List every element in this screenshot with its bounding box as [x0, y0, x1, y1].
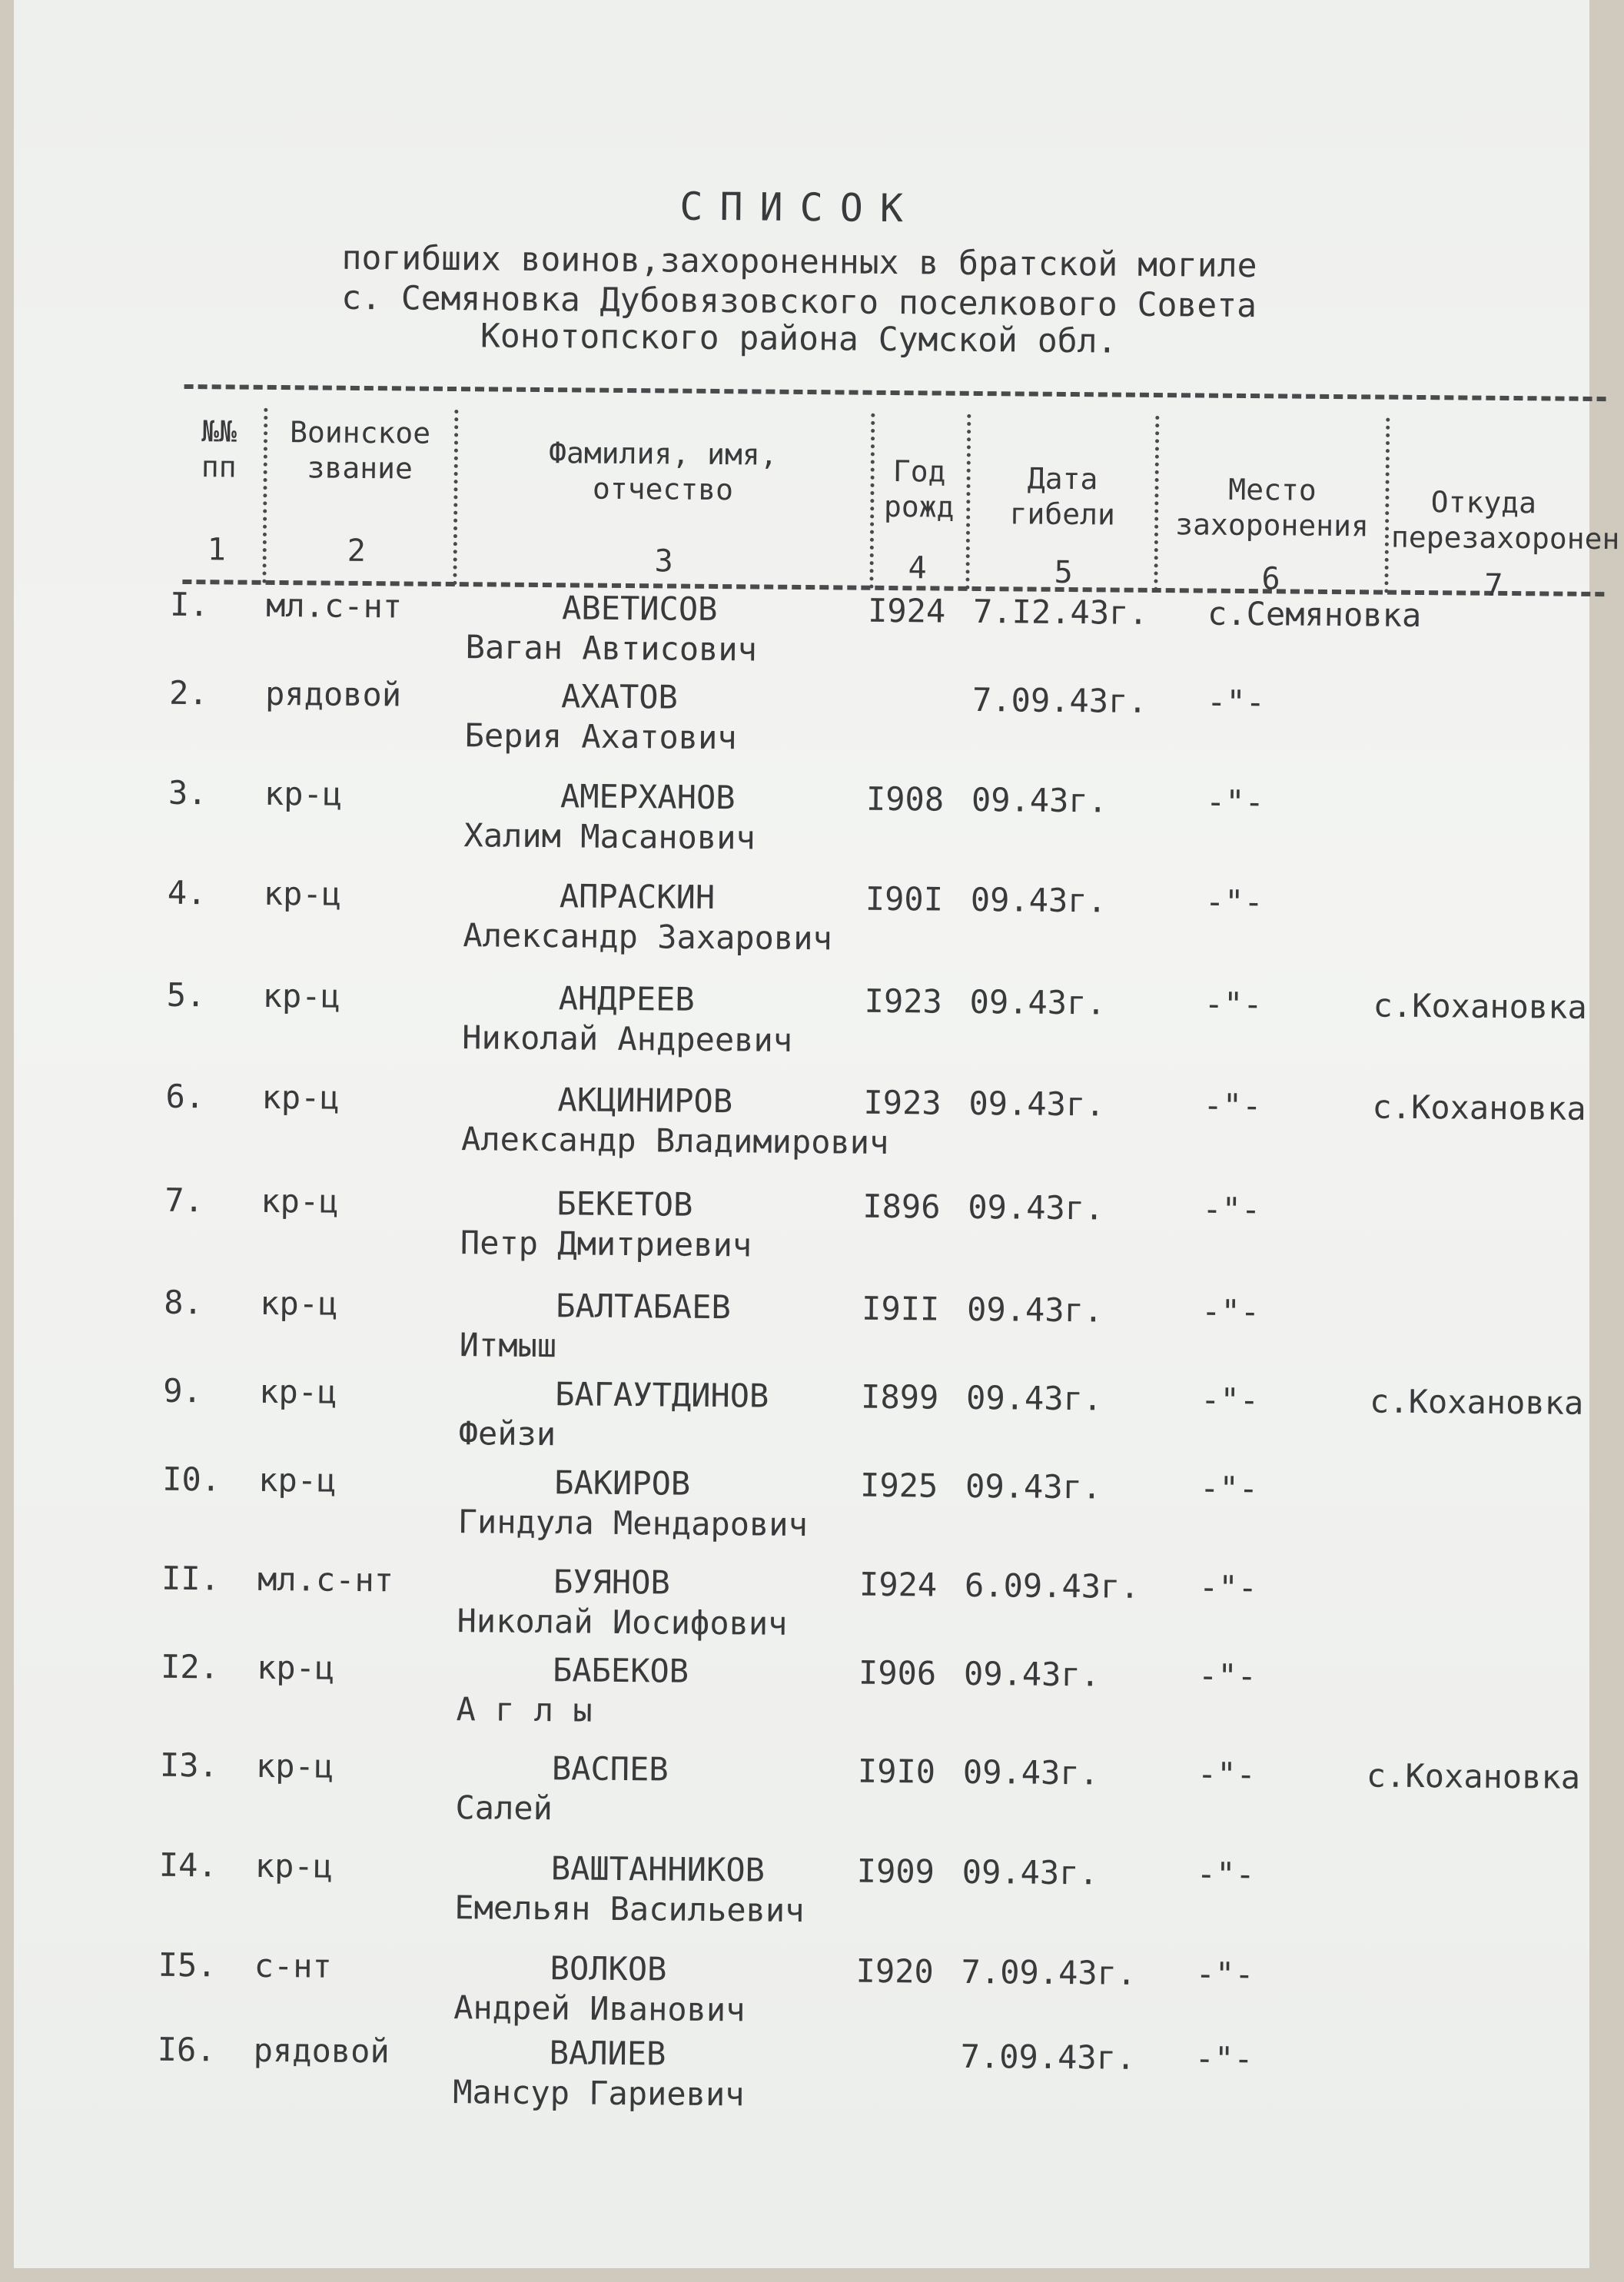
row-burial-place: -"-: [1199, 1469, 1259, 1508]
row-surname: ВАСПЕВ: [551, 1749, 669, 1789]
row-death-date: 09.43г.: [966, 1290, 1104, 1330]
row-burial-place: -"-: [1200, 1380, 1260, 1420]
row-number: II.: [161, 1559, 221, 1598]
row-burial-place: -"-: [1204, 882, 1264, 922]
row-burial-place: -"-: [1194, 2039, 1254, 2078]
row-given-name: Петр Дмитриевич: [460, 1224, 752, 1264]
row-given-name: Николай Андреевич: [462, 1018, 793, 1059]
row-rank: кр-ц: [254, 1846, 334, 1885]
row-reburied-from: с.Кохановка: [1372, 1088, 1586, 1128]
header-name: Фамилия, имя, отчество: [548, 436, 778, 507]
row-surname: ВОЛКОВ: [550, 1949, 667, 1988]
row-burial-place: -"-: [1206, 683, 1266, 722]
row-number: I4.: [158, 1845, 218, 1885]
table-row: [5, 975, 1588, 1081]
row-given-name: А г л ы: [456, 1690, 593, 1729]
column-number: 5: [1054, 554, 1073, 591]
row-surname: БАКИРОВ: [553, 1463, 691, 1503]
subtitle-line-2: с. Семяновка Дубовязовского поселкового Совета: [340, 278, 1257, 326]
column-number: 2: [347, 533, 367, 570]
row-given-name: Андрей Иванович: [453, 1988, 746, 2029]
column-divider: [262, 408, 267, 583]
column-divider: [869, 414, 875, 589]
row-rank: кр-ц: [263, 874, 342, 913]
row-rank: кр-ц: [257, 1460, 337, 1500]
table-row: [0, 1646, 1575, 1752]
row-given-name: Александр Захарович: [463, 916, 833, 958]
row-death-date: 09.43г.: [970, 880, 1108, 920]
row-reburied-from: с.Кохановка: [1373, 986, 1588, 1026]
document-title: СПИСОК: [679, 184, 921, 231]
row-burial-place: -"-: [1197, 1755, 1256, 1794]
row-burial-place: -"-: [1201, 1292, 1260, 1331]
row-surname: БАБЕКОВ: [552, 1651, 689, 1690]
row-birth-year: I90I: [865, 879, 944, 918]
row-surname: АПРАСКИН: [559, 877, 716, 917]
row-surname: АКЦИНИРОВ: [557, 1081, 733, 1121]
row-burial-place: -"-: [1202, 1190, 1261, 1229]
row-death-date: 7.I2.43г.: [972, 592, 1148, 632]
row-birth-year: I924: [858, 1565, 938, 1604]
table-top-rule: [184, 384, 1606, 401]
row-burial-place: -"-: [1195, 1955, 1254, 1994]
row-surname: АМЕРХАНОВ: [560, 777, 736, 817]
header-year: Год рожд: [883, 454, 955, 524]
row-death-date: 7.09.43г.: [960, 2037, 1136, 2077]
row-death-date: 7.09.43г.: [971, 680, 1147, 720]
column-number: 1: [207, 532, 227, 568]
column-number: 7: [1484, 567, 1503, 603]
row-reburied-from: с.Кохановка: [1366, 1756, 1581, 1796]
paper-sheet: [14, 0, 1620, 2268]
table-row: [0, 1845, 1573, 1951]
row-surname: ВАШТАННИКОВ: [550, 1849, 766, 1889]
column-divider: [453, 410, 458, 585]
row-birth-year: I909: [856, 1852, 935, 1891]
row-death-date: 09.43г.: [971, 780, 1108, 820]
row-surname: АВЕТИСОВ: [561, 589, 718, 629]
row-burial-place: -"-: [1203, 1086, 1262, 1125]
row-number: I2.: [160, 1647, 220, 1686]
row-birth-year: I925: [859, 1466, 938, 1505]
row-given-name: Емельян Васильевич: [454, 1888, 805, 1930]
row-number: 3.: [168, 773, 208, 812]
row-death-date: 6.09.43г.: [964, 1566, 1140, 1606]
row-death-date: 7.09.43г.: [961, 1952, 1137, 1992]
header-date: Дата гибели: [1009, 461, 1116, 532]
row-given-name: Александр Владимирович: [460, 1120, 889, 1161]
subtitle-line-3: Конотопского района Сумской обл.: [480, 317, 1118, 361]
row-death-date: 09.43г.: [963, 1654, 1101, 1694]
row-surname: АНДРЕЕВ: [558, 979, 695, 1018]
table-row: [0, 1459, 1576, 1565]
row-birth-year: I896: [862, 1187, 941, 1226]
column-number: 4: [908, 550, 927, 586]
row-birth-year: I923: [864, 982, 943, 1021]
row-number: 2.: [168, 673, 208, 713]
row-given-name: Салей: [455, 1789, 553, 1828]
row-number: 5.: [166, 975, 206, 1015]
row-surname: ВАЛИЕВ: [549, 2034, 666, 2073]
row-birth-year: I9II: [861, 1289, 940, 1328]
column-number: 3: [654, 543, 673, 580]
row-birth-year: I908: [865, 779, 945, 819]
column-number: 6: [1261, 561, 1280, 597]
row-rank: рядовой: [253, 2031, 390, 2071]
row-death-date: 09.43г.: [962, 1752, 1100, 1792]
row-rank: кр-ц: [260, 1284, 338, 1323]
row-number: 6.: [165, 1077, 205, 1116]
row-given-name: Ваган Автисович: [465, 628, 758, 669]
row-surname: БЕКЕТОВ: [556, 1184, 693, 1224]
row-number: 4.: [167, 873, 207, 912]
header-from: Откуда перезахоронен: [1390, 485, 1620, 556]
row-number: 7.: [164, 1181, 204, 1220]
table-row: [0, 1745, 1581, 1851]
row-rank: мл.с-нт: [265, 586, 403, 626]
row-given-name: Фейзи: [458, 1414, 556, 1453]
row-death-date: 09.43г.: [968, 1188, 1104, 1227]
row-burial-place: -"-: [1197, 1656, 1257, 1696]
row-given-name: Николай Иосифович: [457, 1602, 788, 1643]
column-divider: [1384, 418, 1390, 593]
row-number: 9.: [163, 1371, 203, 1410]
table-row: [5, 872, 1582, 978]
row-number: I6.: [157, 2030, 216, 2069]
row-death-date: 09.43г.: [965, 1378, 1103, 1418]
row-reburied-from: с.Кохановка: [1369, 1382, 1584, 1422]
row-rank: кр-ц: [261, 1181, 339, 1221]
row-rank: кр-ц: [255, 1746, 334, 1785]
row-burial-place: -"-: [1196, 1855, 1255, 1894]
row-birth-year: I924: [867, 591, 946, 630]
row-given-name: Халим Масанович: [463, 816, 756, 857]
row-birth-year: I9I0: [857, 1752, 936, 1791]
row-given-name: Итмыш: [459, 1326, 557, 1365]
row-birth-year: I923: [863, 1083, 942, 1122]
header-num: №№ пп: [201, 414, 237, 484]
table-row: [7, 673, 1583, 779]
row-number: I3.: [159, 1746, 219, 1785]
row-burial-place: -"-: [1205, 782, 1265, 822]
column-divider: [965, 414, 971, 590]
table-row: [3, 1180, 1579, 1286]
row-rank: кр-ц: [261, 1078, 340, 1117]
row-death-date: 09.43г.: [965, 1467, 1102, 1506]
table-row: [0, 2029, 1572, 2135]
table-row: [4, 1076, 1586, 1182]
header-place: Место захоронения: [1175, 472, 1370, 543]
row-rank: мл.с-нт: [257, 1560, 394, 1599]
row-number: I0.: [162, 1460, 221, 1499]
row-rank: кр-ц: [259, 1372, 337, 1411]
row-given-name: Берия Ахатович: [464, 716, 737, 757]
row-number: I5.: [158, 1945, 217, 1985]
table-row: [6, 772, 1582, 879]
row-given-name: Мансур Гариевич: [453, 2073, 745, 2114]
row-number: 8.: [164, 1283, 204, 1322]
row-surname: БУЯНОВ: [553, 1563, 670, 1602]
header-rank: Воинское звание: [289, 415, 431, 486]
row-surname: АХАТОВ: [560, 677, 679, 716]
row-death-date: 09.43г.: [968, 1084, 1105, 1124]
row-death-date: 09.43г.: [961, 1852, 1099, 1892]
row-burial-place: -"-: [1198, 1568, 1258, 1607]
row-birth-year: I899: [860, 1377, 939, 1417]
row-surname: БАЛТАБАЕВ: [555, 1287, 731, 1327]
row-number: I.: [169, 585, 209, 624]
row-rank: кр-ц: [262, 976, 341, 1015]
row-given-name: Гиндула Мендарович: [457, 1503, 809, 1544]
subtitle-line-1: погибших воинов,захороненных в братской могиле: [341, 238, 1257, 286]
row-rank: кр-ц: [256, 1648, 335, 1687]
row-burial-place: с.Семяновка: [1207, 594, 1422, 635]
row-rank: рядовой: [264, 674, 402, 714]
row-birth-year: I906: [858, 1653, 937, 1692]
row-rank: кр-ц: [264, 774, 343, 813]
row-surname: БАГАУТДИНОВ: [554, 1375, 769, 1415]
row-death-date: 09.43г.: [969, 982, 1106, 1022]
row-burial-place: -"-: [1204, 985, 1263, 1024]
column-divider: [1154, 416, 1159, 591]
row-birth-year: I920: [855, 1951, 935, 1991]
row-rank: с-нт: [254, 1946, 333, 1985]
